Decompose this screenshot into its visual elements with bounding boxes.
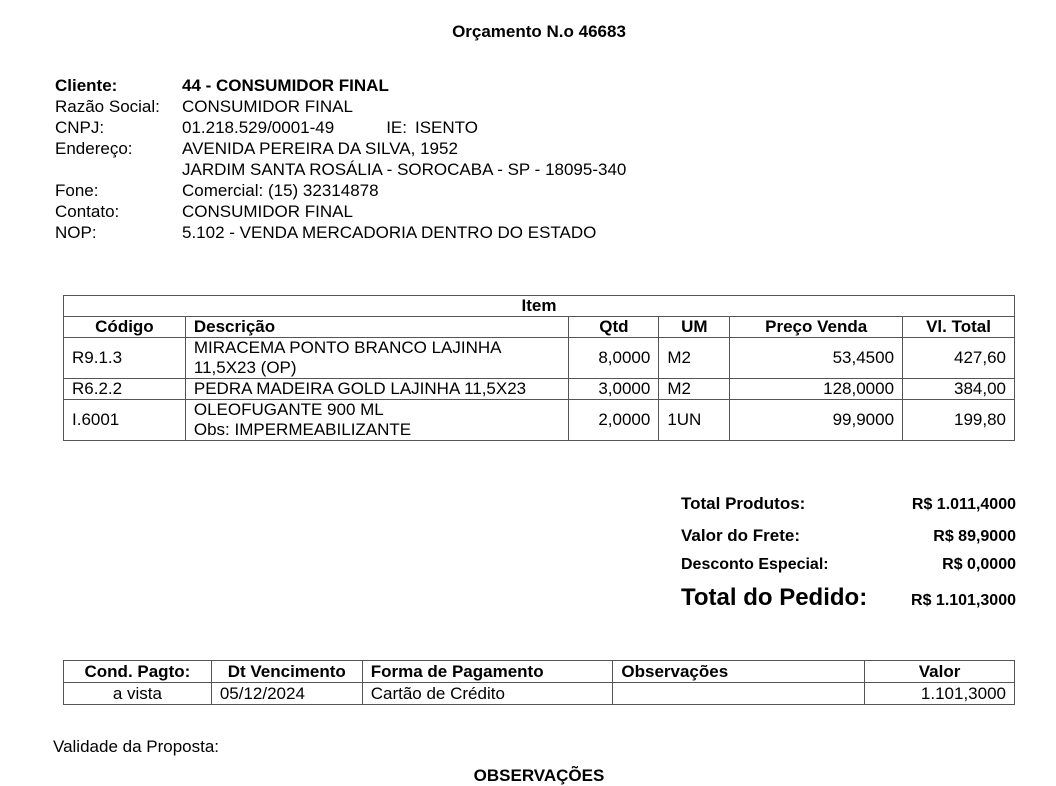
cell-venc: 05/12/2024 bbox=[211, 683, 362, 705]
header-codigo: Código bbox=[64, 317, 186, 338]
endereco-line1: AVENIDA PEREIRA DA SILVA, 1952 bbox=[182, 139, 458, 158]
header-total: Vl. Total bbox=[903, 317, 1015, 338]
contato-label: Contato: bbox=[55, 202, 120, 221]
header-observacoes: Observações bbox=[613, 661, 865, 683]
cell-codigo: I.6001 bbox=[64, 400, 186, 441]
client-row bbox=[55, 75, 626, 96]
desconto-row bbox=[681, 556, 1016, 584]
cliente-value: 44 - CONSUMIDOR FINAL bbox=[182, 76, 389, 95]
desc-line: MIRACEMA PONTO BRANCO LAJINHA bbox=[193, 338, 502, 357]
cell-descricao bbox=[185, 400, 569, 441]
cell-total: 427,60 bbox=[903, 338, 1015, 379]
endereco-spacer bbox=[55, 159, 182, 180]
validade-label: Validade da Proposta: bbox=[53, 737, 220, 756]
observacoes-title: OBSERVAÇÕES bbox=[473, 766, 605, 785]
fone-label: Fone: bbox=[55, 181, 99, 200]
fone-value: Comercial: (15) 32314878 bbox=[182, 181, 379, 200]
desc-line: Obs: IMPERMEABILIZANTE bbox=[193, 420, 412, 439]
desc-line: OLEOFUGANTE 900 ML bbox=[193, 400, 384, 419]
contato-value: CONSUMIDOR FINAL bbox=[182, 202, 353, 221]
header-preco: Preço Venda bbox=[730, 317, 903, 338]
table-row bbox=[64, 683, 1015, 705]
cell-total: 199,80 bbox=[903, 400, 1015, 441]
endereco-row-2 bbox=[55, 159, 626, 180]
total-pedido-label: Total do Pedido: bbox=[681, 584, 868, 611]
cnpj-value: 01.218.529/0001-49 bbox=[182, 118, 335, 137]
total-produtos-label: Total Produtos: bbox=[681, 494, 806, 513]
cell-preco: 128,0000 bbox=[730, 379, 903, 400]
items-header-row bbox=[64, 317, 1015, 338]
header-descricao: Descrição bbox=[185, 317, 569, 338]
cell-forma: Cartão de Crédito bbox=[362, 683, 613, 705]
razao-row bbox=[55, 96, 626, 117]
header-qtd: Qtd bbox=[569, 317, 659, 338]
items-caption-row bbox=[64, 296, 1015, 317]
nop-value: 5.102 - VENDA MERCADORIA DENTRO DO ESTADO bbox=[182, 223, 597, 242]
cliente-label: Cliente: bbox=[55, 76, 118, 95]
cell-total: 384,00 bbox=[903, 379, 1015, 400]
nop-label: NOP: bbox=[55, 223, 97, 242]
desconto-value: R$ 0,0000 bbox=[942, 556, 1016, 573]
total-pedido-value: R$ 1.101,3000 bbox=[911, 592, 1016, 609]
payment-header-row bbox=[64, 661, 1015, 683]
table-row bbox=[64, 379, 1015, 400]
header-valor: Valor bbox=[865, 661, 1015, 683]
cell-descricao bbox=[185, 338, 569, 379]
cell-um: M2 bbox=[659, 338, 730, 379]
cell-qtd: 3,0000 bbox=[569, 379, 659, 400]
client-info bbox=[55, 75, 626, 243]
cnpj-label: CNPJ: bbox=[55, 118, 105, 137]
cell-preco: 53,4500 bbox=[730, 338, 903, 379]
items-caption: Item bbox=[64, 296, 1015, 317]
razao-value: CONSUMIDOR FINAL bbox=[182, 97, 353, 116]
cell-codigo: R6.2.2 bbox=[64, 379, 186, 400]
cell-preco: 99,9000 bbox=[730, 400, 903, 441]
header-cond-pagto: Cond. Pagto: bbox=[64, 661, 212, 683]
fone-row bbox=[55, 180, 626, 201]
total-pedido-row bbox=[681, 584, 1016, 612]
payment-table bbox=[63, 660, 1015, 705]
totals-block bbox=[681, 494, 1016, 612]
frete-row bbox=[681, 526, 1016, 556]
cell-um: M2 bbox=[659, 379, 730, 400]
endereco-row bbox=[55, 138, 626, 159]
endereco-label: Endereço: bbox=[55, 139, 133, 158]
endereco-line2: JARDIM SANTA ROSÁLIA - SOROCABA - SP - 18095-340 bbox=[182, 160, 627, 179]
cell-obs bbox=[613, 683, 865, 705]
desconto-label: Desconto Especial: bbox=[681, 556, 829, 573]
frete-value: R$ 89,9000 bbox=[933, 528, 1016, 545]
cell-cond: a vista bbox=[64, 683, 212, 705]
nop-row bbox=[55, 222, 626, 243]
ie-value: ISENTO bbox=[415, 118, 478, 137]
cnpj-row bbox=[55, 117, 626, 138]
header-um: UM bbox=[659, 317, 730, 338]
table-row bbox=[64, 400, 1015, 441]
items-table bbox=[63, 295, 1015, 441]
frete-label: Valor do Frete: bbox=[681, 526, 801, 545]
cell-qtd: 8,0000 bbox=[569, 338, 659, 379]
document-title: Orçamento N.o 46683 bbox=[452, 22, 626, 41]
razao-label: Razão Social: bbox=[55, 97, 160, 116]
table-row bbox=[64, 338, 1015, 379]
cell-qtd: 2,0000 bbox=[569, 400, 659, 441]
cell-codigo: R9.1.3 bbox=[64, 338, 186, 379]
cell-valor: 1.101,3000 bbox=[865, 683, 1015, 705]
contato-row bbox=[55, 201, 626, 222]
cell-um: 1UN bbox=[659, 400, 730, 441]
desc-line: 11,5X23 (OP) bbox=[193, 358, 297, 377]
ie-label: IE: bbox=[386, 118, 407, 137]
total-produtos-value: R$ 1.011,4000 bbox=[911, 496, 1016, 513]
cell-descricao: PEDRA MADEIRA GOLD LAJINHA 11,5X23 bbox=[185, 379, 569, 400]
header-dt-vencimento: Dt Vencimento bbox=[211, 661, 362, 683]
total-produtos-row bbox=[681, 494, 1016, 526]
header-forma-pagamento: Forma de Pagamento bbox=[362, 661, 613, 683]
